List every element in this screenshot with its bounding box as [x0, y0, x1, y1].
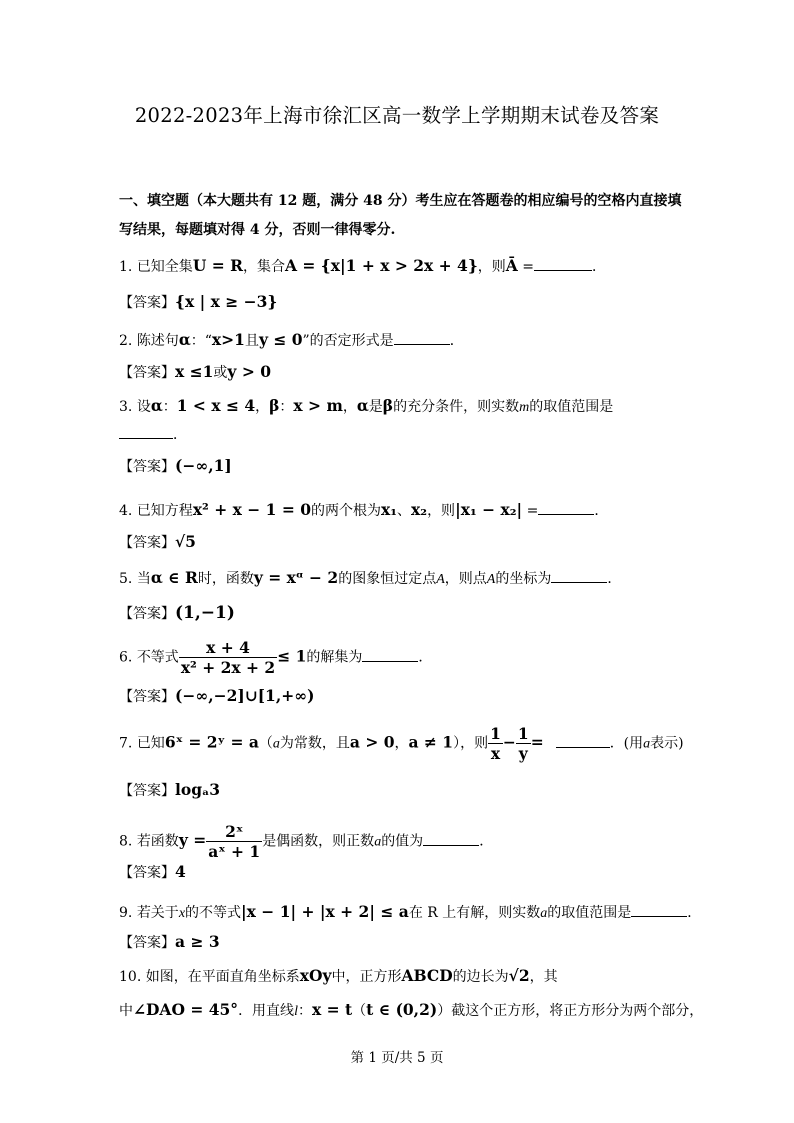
- answer-blank: [556, 733, 610, 748]
- question-text: 时，函数: [197, 571, 254, 587]
- question-8: [119, 822, 493, 861]
- math-expression: |x − 1| + |x + 2| ≤ a: [241, 902, 409, 921]
- math-expression: =: [530, 732, 544, 752]
- question-number: 7.: [119, 735, 137, 752]
- fraction-denominator: x: [490, 744, 501, 763]
- answer-tag: 【答案】: [119, 935, 175, 951]
- math-variable: x: [178, 906, 186, 921]
- math-expression: √2: [508, 966, 530, 985]
- question-text: 不等式: [136, 649, 179, 666]
- question-text: ．: [173, 427, 187, 443]
- question-text: 中: [119, 1003, 133, 1019]
- math-expression: β: [382, 396, 394, 415]
- math-expression: x>1: [211, 330, 245, 349]
- fraction: [206, 822, 262, 861]
- math-variable: a: [643, 736, 651, 752]
- question-text: 的充分条件，则实数: [393, 399, 520, 415]
- math-expression: x₁: [381, 500, 398, 519]
- math-expression: xOy: [299, 966, 332, 985]
- question-text: ，: [255, 399, 270, 415]
- question-10: [119, 966, 558, 986]
- question-5: [119, 568, 621, 588]
- answer-5: [119, 603, 235, 623]
- answer-blank: [394, 330, 450, 345]
- math-expression: a ≠ 1: [408, 732, 454, 752]
- math-expression: ≤ 1: [277, 646, 307, 666]
- question-text: ．用直线: [238, 1003, 295, 1019]
- answer-tag: 【答案】: [119, 865, 175, 881]
- math-expression: y =: [178, 830, 207, 850]
- fraction-numerator: 1: [517, 724, 529, 743]
- question-number: 4.: [119, 503, 137, 519]
- fraction-denominator: aˣ + 1: [208, 842, 261, 861]
- question-text: ：: [297, 1003, 312, 1019]
- math-expression: β: [269, 396, 280, 415]
- fraction-denominator: x² + 2x + 2: [180, 658, 276, 677]
- question-text: 如图，在平面直角坐标系: [145, 969, 300, 985]
- question-text: ：“: [190, 333, 212, 349]
- question-3-cont: [119, 424, 187, 444]
- question-number: 2.: [119, 333, 137, 349]
- question-3: [119, 396, 613, 416]
- question-text: ，则: [477, 259, 506, 275]
- question-number: 9.: [119, 905, 137, 921]
- answer-blank: [362, 647, 418, 662]
- answer-9: [119, 932, 220, 952]
- question-text: 表示): [650, 735, 684, 752]
- question-text: 中，正方形: [331, 969, 402, 985]
- question-text: ）截这个正方形，将正方形分为两个部分，: [437, 1003, 704, 1019]
- question-text: ．: [594, 503, 609, 519]
- math-expression: ∠DAO = 45°: [133, 1000, 239, 1019]
- question-text: 已知全集: [136, 259, 193, 275]
- question-text: 陈述句: [136, 333, 179, 349]
- math-expression: α: [150, 396, 163, 415]
- answer-tag: 【答案】: [119, 295, 175, 311]
- question-1: [119, 256, 606, 276]
- answer-3: [119, 456, 232, 476]
- fraction-numerator: 1: [490, 724, 501, 743]
- question-text: 设: [136, 399, 151, 415]
- math-expression: x = t: [311, 1000, 353, 1019]
- question-text: （: [352, 1003, 367, 1019]
- math-expression: x₂: [411, 500, 428, 519]
- answer-6: [119, 686, 314, 706]
- answer-tag: 【答案】: [119, 535, 175, 551]
- question-text: ．: [592, 259, 607, 275]
- section-heading-line1: 一、填空题（本大题共有 12 题，满分 48 分）考生应在答题卷的相应编号的空格内直接填: [119, 193, 682, 209]
- question-text: ．: [479, 833, 494, 850]
- question-text: 且: [244, 333, 259, 349]
- question-text: 已知方程: [136, 503, 193, 519]
- question-text: 若函数: [136, 833, 179, 850]
- math-variable: a: [540, 906, 548, 921]
- math-expression: ABCD: [401, 966, 453, 985]
- fraction-denominator: y: [518, 744, 528, 763]
- math-expression: 1 < x ≤ 4: [176, 396, 256, 415]
- question-text: ：: [162, 399, 177, 415]
- answer-value: (−∞,1]: [175, 456, 232, 475]
- answer-blank: [631, 902, 687, 917]
- answer-value: (−∞,−2]∪[1,+∞): [175, 686, 315, 705]
- question-text: 、: [397, 503, 412, 519]
- answer-blank: [538, 500, 594, 515]
- question-text: 在 R 上有解，则实数: [408, 905, 541, 921]
- math-variable: A: [436, 572, 445, 587]
- question-text: 是: [368, 399, 383, 415]
- question-text: ，其: [529, 969, 558, 985]
- question-text: ．: [687, 905, 702, 921]
- answer-value: y > 0: [227, 362, 271, 381]
- answer-blank: [119, 424, 173, 439]
- fraction: [516, 724, 531, 763]
- fraction: [179, 638, 277, 677]
- math-expression: y = xᵅ − 2: [253, 568, 339, 587]
- question-text: =: [517, 259, 535, 275]
- answer-tag: 【答案】: [119, 783, 175, 799]
- math-expression: t ∈ (0,2): [366, 1000, 438, 1019]
- math-variable: A: [486, 572, 496, 587]
- fraction-numerator: x + 4: [179, 638, 277, 658]
- question-text: 的边长为: [452, 969, 509, 985]
- question-text: 为常数，且: [279, 735, 350, 752]
- question-number: 6.: [119, 649, 137, 666]
- question-text: ．: [418, 649, 433, 666]
- question-text: ：: [279, 399, 294, 415]
- answer-value: x ≤1: [175, 362, 214, 381]
- answer-value: {x | x ≥ −3}: [175, 292, 278, 311]
- math-expression: 6ˣ = 2ʸ = a: [164, 732, 259, 752]
- fraction: [488, 724, 503, 763]
- answer-2: [119, 362, 271, 382]
- question-number: 10.: [119, 969, 146, 985]
- question-text: 的取值范围是: [529, 399, 614, 415]
- answer-tag: 【答案】: [119, 459, 175, 475]
- question-text: 的不等式: [185, 905, 242, 921]
- answer-7: [119, 780, 220, 800]
- math-expression: A = {x|1 + x > 2x + 4}: [285, 256, 478, 275]
- math-expression: |x₁ − x₂|: [455, 500, 523, 519]
- math-expression: x² + x − 1 = 0: [192, 500, 311, 519]
- question-text: 的取值范围是: [547, 905, 632, 921]
- answer-value: (1,−1): [175, 603, 235, 623]
- question-6: [119, 638, 432, 677]
- question-text: 是偶函数，则正数: [262, 833, 375, 850]
- math-expression: α ∈ R: [150, 568, 198, 587]
- answer-value: a ≥ 3: [175, 932, 220, 951]
- math-expression: α: [178, 330, 191, 349]
- page-footer: 第 1 页/共 5 页: [350, 1050, 444, 1066]
- math-expression: y ≤ 0: [258, 330, 303, 349]
- question-text: ，: [342, 399, 357, 415]
- answer-blank: [551, 568, 607, 583]
- question-text: （: [258, 735, 273, 752]
- question-text: 的图象恒过定点: [338, 571, 437, 587]
- answer-blank: [423, 831, 479, 846]
- question-text: 当: [136, 571, 151, 587]
- math-expression: x > m: [293, 396, 343, 415]
- question-text: ），则: [453, 735, 489, 752]
- fraction-numerator: 2ˣ: [206, 822, 262, 842]
- answer-tag: 【答案】: [119, 365, 175, 381]
- question-text: ．: [607, 571, 622, 587]
- question-7: [119, 724, 684, 763]
- question-number: 1.: [119, 259, 137, 275]
- answer-tag: 【答案】: [119, 689, 175, 705]
- question-text: ”的否定形式是: [302, 333, 394, 349]
- answer-1: [119, 292, 277, 312]
- answer-value: 4: [175, 862, 186, 881]
- answer-tag: 【答案】: [119, 606, 175, 622]
- answer-blank: [534, 256, 592, 271]
- answer-value: logₐ3: [175, 780, 221, 799]
- page-title: 2022-2023年上海市徐汇区高一数学上学期期末试卷及答案: [134, 104, 660, 127]
- question-text: ．(用: [609, 735, 644, 752]
- math-variable: l: [294, 1004, 298, 1019]
- question-text: =: [522, 503, 539, 519]
- math-expression: α: [356, 396, 369, 415]
- answer-text: 或: [213, 365, 228, 381]
- math-variable: a: [272, 736, 280, 752]
- math-variable: a: [374, 834, 382, 850]
- question-text: ，则点: [444, 571, 487, 587]
- math-expression: −: [502, 732, 516, 752]
- section-heading-line2: 写结果，每题填对得 4 分，否则一律得零分.: [119, 222, 396, 238]
- question-text: 的两个根为: [311, 503, 381, 519]
- math-expression: U = R: [192, 256, 243, 275]
- question-text: ，: [394, 735, 409, 752]
- question-number: 8.: [119, 833, 137, 850]
- question-text: ，则: [427, 503, 456, 519]
- question-text: 已知: [136, 735, 165, 752]
- question-9: [119, 902, 701, 922]
- question-4: [119, 500, 608, 520]
- question-text: 的值为: [381, 833, 424, 850]
- question-number: 3.: [119, 399, 137, 415]
- answer-8: [119, 862, 186, 882]
- math-variable: m: [519, 400, 530, 415]
- answer-value: √5: [175, 532, 196, 551]
- question-text: 的解集为: [306, 649, 363, 666]
- answer-4: [119, 532, 196, 552]
- question-text: ．: [449, 333, 464, 349]
- question-10-cont: [119, 1000, 703, 1020]
- question-text: 若关于: [136, 905, 179, 921]
- question-2: [119, 330, 464, 350]
- math-expression: a > 0: [349, 732, 395, 752]
- question-text: 的坐标为: [495, 571, 552, 587]
- question-text: ，集合: [243, 259, 285, 275]
- math-expression: Ā: [505, 256, 518, 275]
- question-number: 5.: [119, 571, 137, 587]
